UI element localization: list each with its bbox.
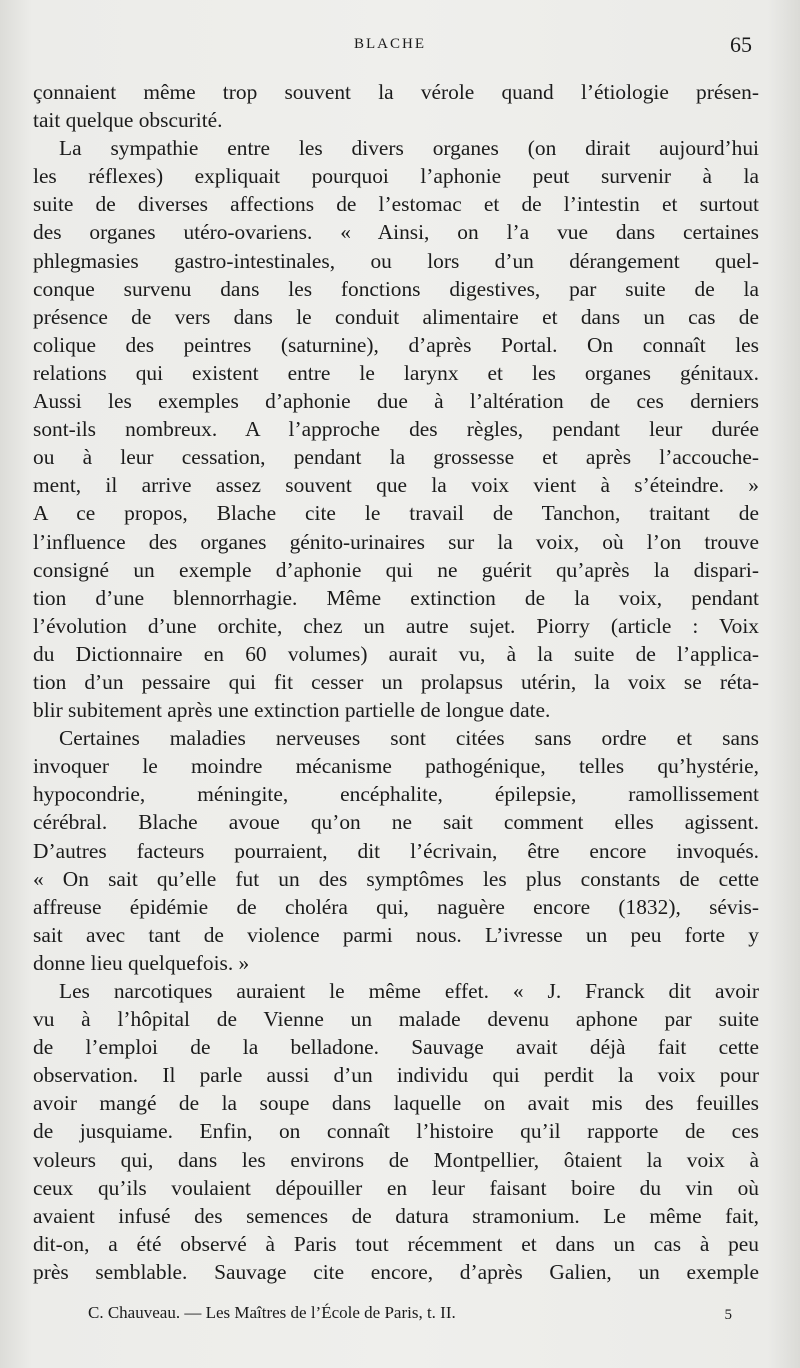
text-line: ou à leur cessation, pendant la grossesse et après l’accouche-: [33, 445, 759, 470]
text-line: sait avec tant de violence parmi nous. L’ivresse un peu forte y: [33, 922, 759, 947]
text-line: blir subitement après une extinction partielle de longue date.: [33, 698, 551, 723]
text-line: A ce propos, Blache cite le travail de Tanchon, traitant de: [33, 501, 759, 526]
text-line: Les narcotiques auraient le même effet. « J. Franck dit avoir: [59, 979, 759, 1003]
text-line: relations qui existent entre le larynx et les organes génitaux.: [33, 360, 759, 385]
text-line: les réflexes) expliquait pourquoi l’aphonie peut survenir à la: [33, 164, 759, 189]
signature-mark: 5: [724, 1307, 732, 1323]
text-line: de jusquiame. Enfin, on connaît l’histoire qu’il rapporte de ces: [33, 1119, 759, 1144]
text-line: « On sait qu’elle fut un des symptômes les plus constants de cette: [33, 866, 759, 891]
text-line: dit-on, a été observé à Paris tout récemment et dans un cas à peu: [33, 1231, 759, 1256]
running-title: BLACHE: [354, 36, 426, 52]
text-line: invoquer le moindre mécanisme pathogénique, telles qu’hystérie,: [33, 754, 759, 779]
text-line: avaient infusé des semences de datura stramonium. Le même fait,: [33, 1203, 759, 1228]
text-line: colique des peintres (saturnine), d’après Portal. On connaît les: [33, 332, 759, 357]
text-line: tion d’un pessaire qui fit cesser un prolapsus utérin, la voix se réta-: [33, 669, 759, 694]
text-line: ceux qu’ils voulaient dépouiller en leur faisant boire du vin où: [33, 1175, 759, 1200]
text-line: tait quelque obscurité.: [33, 108, 223, 133]
text-line: avoir mangé de la soupe dans laquelle on avait mis des feuilles: [33, 1091, 759, 1116]
text-line: observation. Il parle aussi d’un individu qui perdit la voix pour: [33, 1063, 759, 1088]
body-text: [33, 78, 759, 1286]
text-line: ment, il arrive assez souvent que la voix vient à s’éteindre. »: [33, 473, 759, 498]
text-line: l’influence des organes génito-urinaires sur la voix, où l’on trouve: [33, 529, 759, 554]
text-line: D’autres facteurs pourraient, dit l’écrivain, être encore invoqués.: [33, 838, 759, 863]
text-line: suite de diverses affections de l’estomac et de l’intestin et surtout: [33, 192, 759, 217]
footer-citation: C. Chauveau. — Les Maîtres de l’École de Paris, t. II.: [88, 1303, 456, 1322]
text-line: çonnaient même trop souvent la vérole quand l’étiologie présen-: [33, 80, 759, 104]
text-line: voleurs qui, dans les environs de Montpellier, ôtaient la voix à: [33, 1147, 759, 1172]
text-line: sont-ils nombreux. A l’approche des règles, pendant leur durée: [33, 417, 759, 442]
text-line: des organes utéro-ovariens. « Ainsi, on l’a vue dans certaines: [33, 220, 759, 245]
text-line: près semblable. Sauvage cite encore, d’après Galien, un exemple: [33, 1259, 759, 1284]
text-line: vu à l’hôpital de Vienne un malade devenu aphone par suite: [33, 1007, 759, 1032]
text-line: l’évolution d’une orchite, chez un autre sujet. Piorry (article : Voix: [33, 613, 759, 638]
text-line: hypocondrie, méningite, encéphalite, épilepsie, ramollissement: [33, 782, 759, 807]
text-line: présence de vers dans le conduit alimentaire et dans un cas de: [33, 304, 759, 329]
text-line: du Dictionnaire en 60 volumes) aurait vu, à la suite de l’applica-: [33, 641, 759, 666]
text-line: de l’emploi de la belladone. Sauvage avait déjà fait cette: [33, 1035, 759, 1060]
text-line: phlegmasies gastro-intestinales, ou lors d’un dérangement quel-: [33, 248, 759, 273]
text-line: conque survenu dans les fonctions digestives, par suite de la: [33, 276, 759, 301]
text-line: cérébral. Blache avoue qu’on ne sait comment elles agissent.: [33, 810, 759, 835]
text-line: Certaines maladies nerveuses sont citées sans ordre et sans: [59, 726, 759, 751]
text-line: La sympathie entre les divers organes (on dirait aujourd’hui: [59, 136, 759, 161]
text-line: donne lieu quelquefois. »: [33, 950, 250, 975]
page-number: 65: [730, 32, 752, 57]
page-footer: [0, 1303, 800, 1329]
text-line: Aussi les exemples d’aphonie due à l’altération de ces derniers: [33, 389, 759, 414]
running-head: [0, 32, 800, 60]
text-line: affreuse épidémie de choléra qui, naguère encore (1832), sévis-: [33, 894, 759, 919]
text-line: tion d’une blennorrhagie. Même extinction de la voix, pendant: [33, 585, 759, 610]
text-line: consigné un exemple d’aphonie qui ne guérit qu’après la dispari-: [33, 557, 759, 582]
